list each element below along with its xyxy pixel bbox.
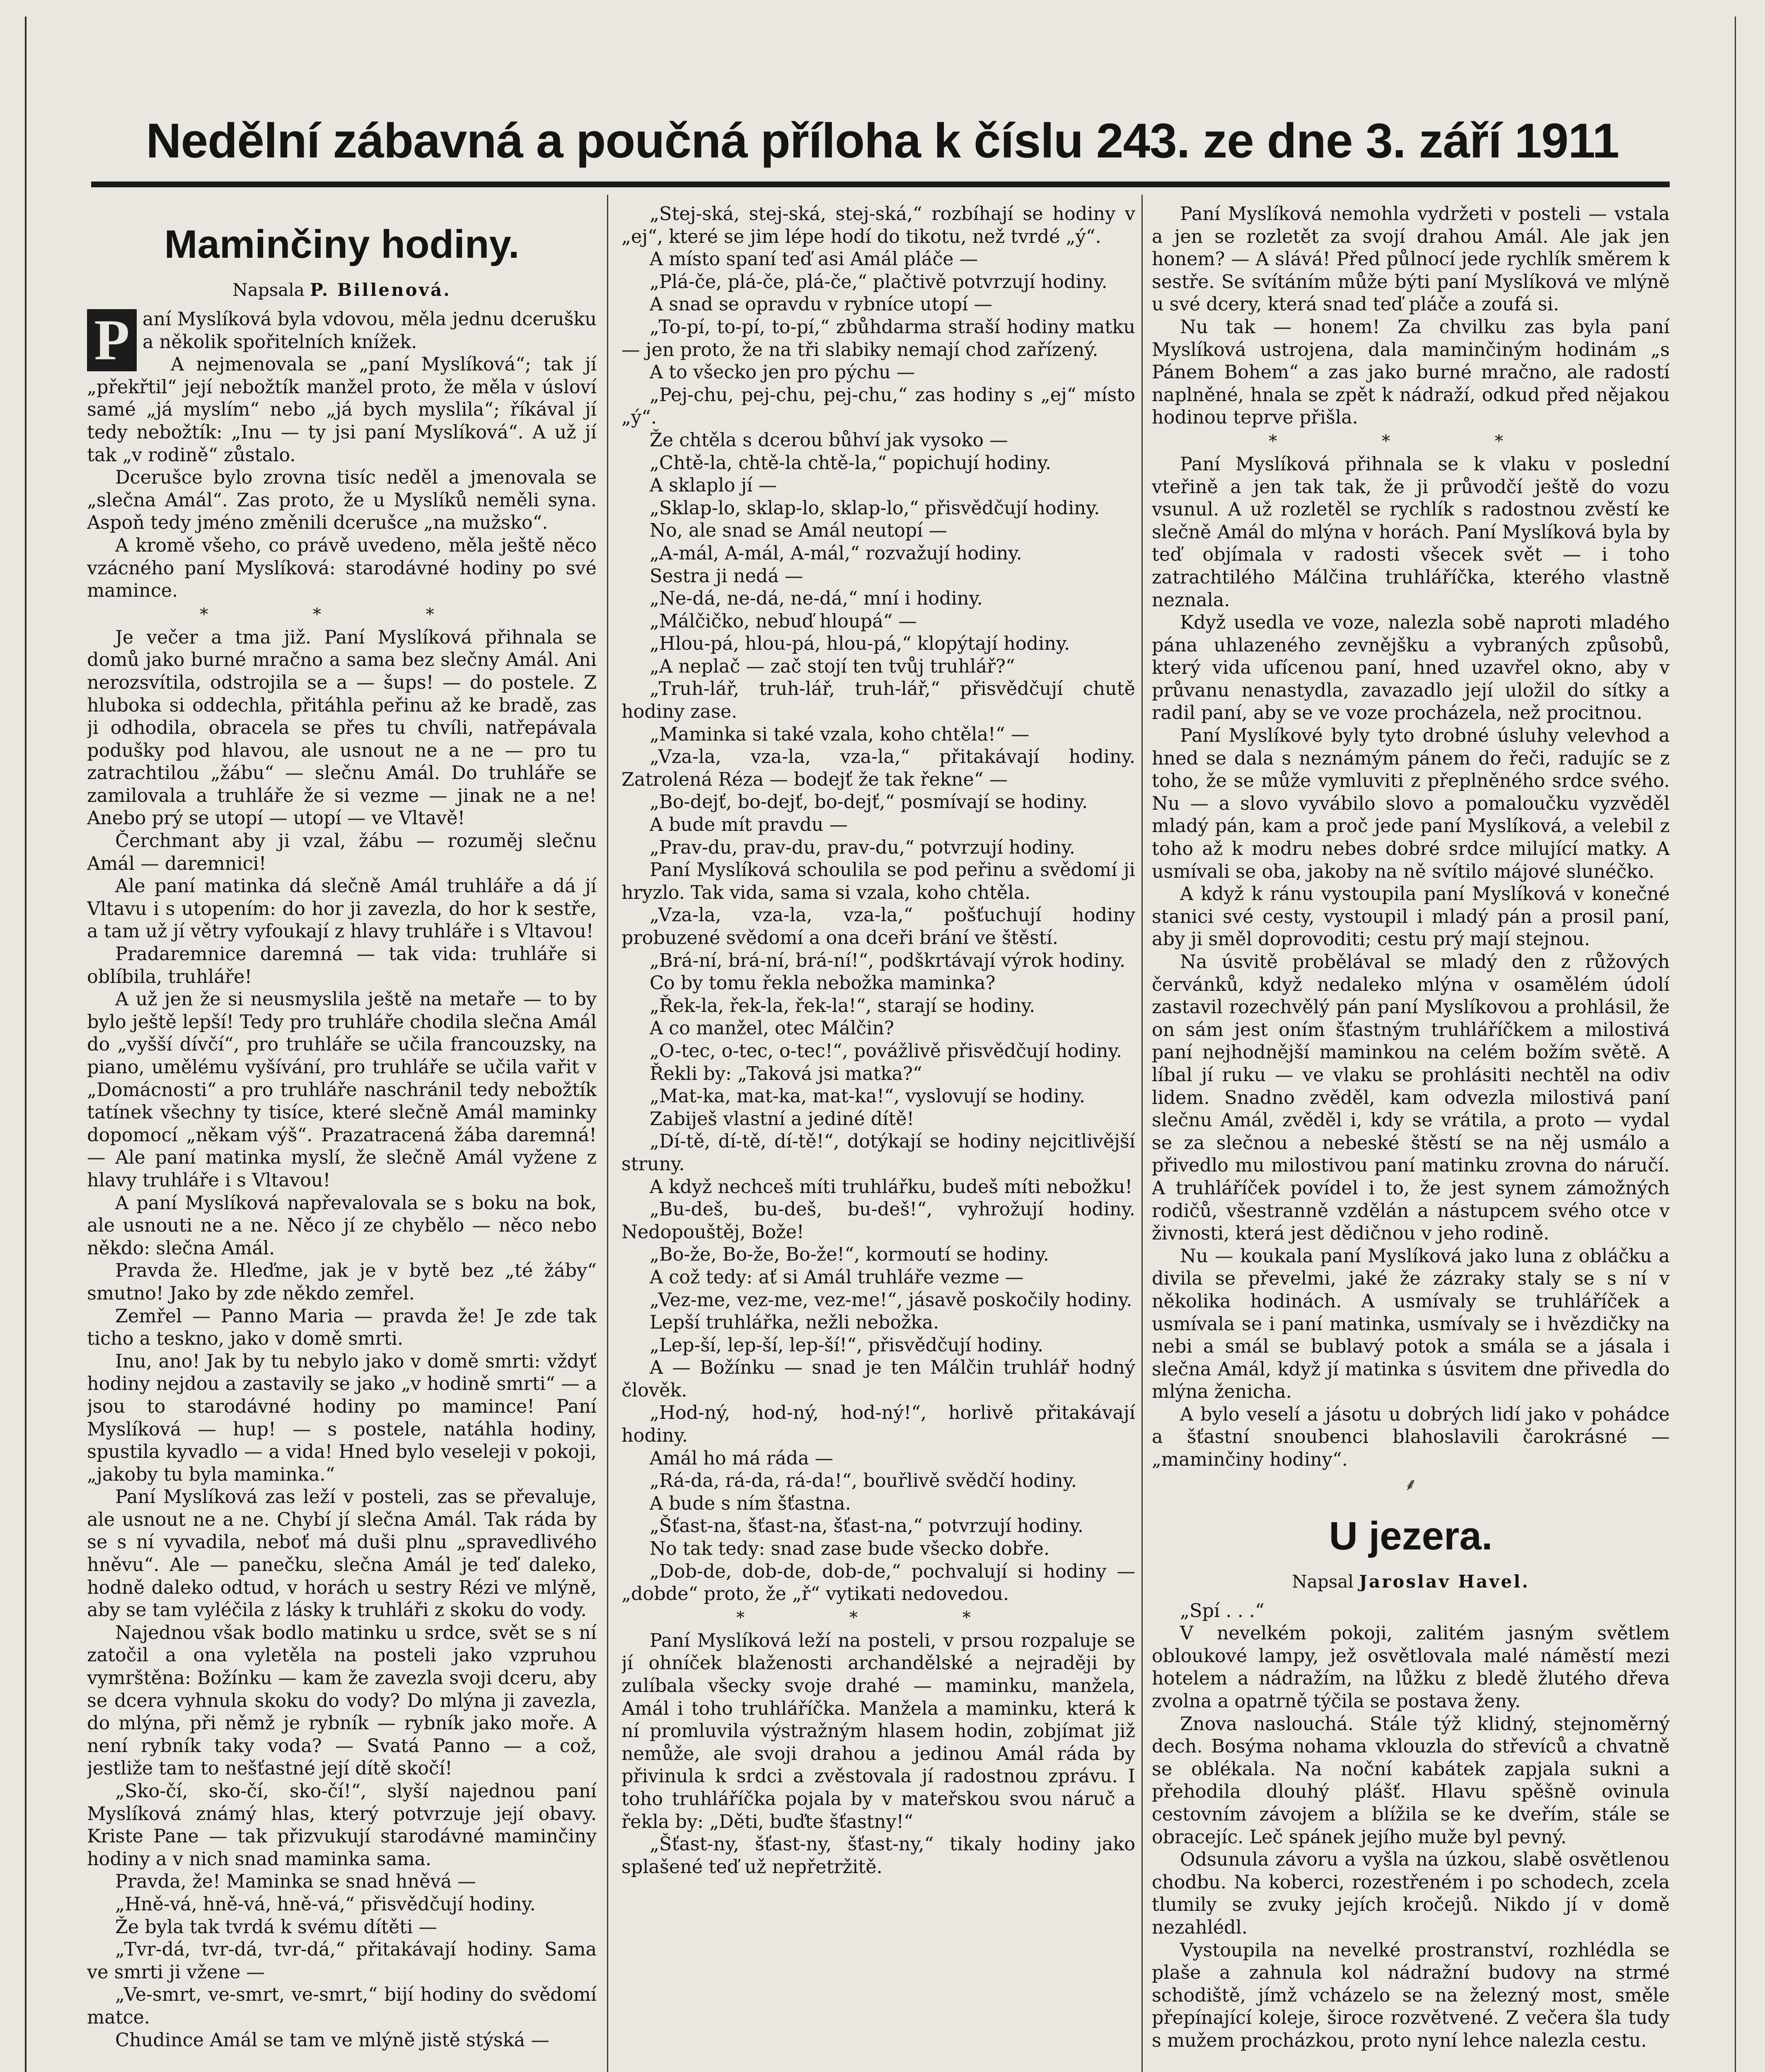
paragraph: „O-tec, o-tec, o-tec!“, povážlivě přisvědčují hodiny. <box>650 1040 1122 1062</box>
paragraph: Když usedla ve voze, nalezla sobě naproti mladého pána uhlazeného zevnějšku a vybraných způsobů, který vida ufícenou paní, hned uzavřel okno, aby v průvanu nenastydla, zavazadlo její uložil do sítky a radil paní, aby se ve voze procházela, než procitnou. <box>1152 612 1670 724</box>
paragraph: „Vza-la, vza-la, vza-la,“ přitakávají hodiny. Zatrolená Réza — bodejť že tak řekne“ — <box>621 746 1135 790</box>
paragraph: „Šťast-ny, šťast-ny, šťast-ny,“ tikaly hodiny jako splašené teď už nepřetržitě. <box>621 1834 1135 1878</box>
paragraph: Sestra ji nedá — <box>650 565 803 587</box>
article-body <box>1152 1600 1670 2053</box>
paragraph: „Plá-če, plá-če, plá-če,“ plačtivě potvrzují hodiny. <box>650 271 1107 293</box>
paragraph: „Hod-ný, hod-ný, hod-ný!“, horlivě přitakávají hodiny. <box>621 1402 1135 1447</box>
paragraph: „Bo-že, Bo-že, Bo-že!“, kormoutí se hodiny. <box>650 1244 1049 1266</box>
paragraph: Pradaremnice daremná — tak vida: truhláře si oblíbila, truhláře! <box>87 944 597 988</box>
paragraph: A sklaplo jí — <box>650 475 777 496</box>
paragraph: A když nechceš míti truhlářku, budeš míti nebožku! <box>650 1176 1133 1198</box>
paragraph: „Hně-vá, hně-vá, hně-vá,“ přisvědčují hodiny. <box>115 1893 536 1915</box>
paragraph: Amál ho má ráda — <box>650 1447 834 1469</box>
paragraph: Paní Myslíková leží na posteli, v prsou rozpaluje se jí ohníček blaženosti archandělské a nejraději by zulíbala všecky svoje drahé — maminku, manžela, Amál i toho truhláříčka. Manžela a maminku, která k ní promluvila výstražným hlasem hodin, zobjímat již nemůže, ale svoji drahou a jedinou Amál ráda by přivinula k srdci a zvěstovala jí radostnou zprávu. I toho truhláříčka pojala by v mateřskou svou náruč a řekla by: „Děti, buďte šťastny!“ <box>621 1630 1135 1832</box>
paragraph: Řekli by: „Taková jsi matka?“ <box>650 1063 922 1084</box>
article-byline <box>1152 1569 1670 1594</box>
paragraph: „Sko-čí, sko-čí, sko-čí!“, slyší najednou paní Myslíková známý hlas, který potvrzuje její obavy. Kriste Pane — tak přizvukují starodávné maminčiny hodiny a v nich snad maminka sama. <box>87 1781 597 1870</box>
paragraph: A což tedy: ať si Amál truhláře vezme — <box>650 1266 1024 1288</box>
paragraph: „Hlou-pá, hlou-pá, hlou-pá,“ klopýtají hodiny. <box>650 633 1070 655</box>
paragraph: A co manžel, otec Málčin? <box>650 1018 894 1039</box>
paragraph: „Rá-da, rá-da, rá-da!“, bouřlivě svědčí hodiny. <box>650 1470 1077 1492</box>
paragraph: „Pej-chu, pej-chu, pej-chu,“ zas hodiny s „ej“ místo „ý“. <box>621 384 1135 428</box>
paragraph: „A neplač — zač stojí ten tvůj truhlář?“ <box>650 656 1015 677</box>
byline-prefix: Napsal <box>1292 1571 1354 1592</box>
paragraph: „Mat-ka, mat-ka, mat-ka!“, vyslovují se hodiny. <box>650 1086 1085 1107</box>
paragraph: aní Myslíková byla vdovou, měla jednu dcerušku a několik spořitelních knížek. <box>143 309 597 353</box>
dropcap: P <box>87 309 137 371</box>
paragraph: Lepší truhlářka, nežli nebožka. <box>650 1312 939 1334</box>
article-byline <box>87 278 597 303</box>
paragraph: Vystoupila na nevelké prostranství, rozhlédla se plaše a zahnula kol nádražní budovy na strmé schodiště, jímž vcházelo se na železný most, směle přepínající koleje, široce rozvětvené. Z večera šla tudy s mužem procházkou, proto nyní lehce nalezla cestu. <box>1152 1939 1670 2051</box>
column-2 <box>621 203 1135 2072</box>
paragraph: A místo spaní teď asi Amál pláče — <box>650 249 978 270</box>
paragraph: Zabiješ vlastní a jediné dítě! <box>650 1108 914 1130</box>
paragraph: A kromě všeho, co právě uvedeno, měla ještě něco vzácného paní Myslíková: starodávné hodiny po své mamince. <box>87 535 597 602</box>
paragraph: „Maminka si také vzala, koho chtěla!“ — <box>650 724 1030 745</box>
paragraph: Ale paní matinka dá slečně Amál truhláře a dá jí Vltavu i s utopením: do hor ji zavezla, do hor k sestře, a tam už jí větry vyfoukají z hlavy truhláře i s Vltavou! <box>87 876 597 942</box>
paragraph: „Bo-dejť, bo-dejť, bo-dejť,“ posmívají se hodiny. <box>650 792 1088 813</box>
paragraph: A už jen že si neusmyslila ještě na metaře — to by bylo ještě lepší! Tedy pro truhláře chodila slečna Amál do „vyšší dívčí“, pro truhláře se učila francouzsky, na piano, umělému vyšívání, pro truhláře se učila vařit v „Domácnosti“ a pro truhláře naschránil tedy nebožtík tatínek všechny ty tisíce, které slečně Amál maminky dopomocí „někam výš“. Prazatracená žába daremná! — Ale paní matinka myslí, že slečně Amál vyžene z hlavy truhláře i s Vltavou! <box>87 989 597 1191</box>
paragraph: „Chtě-la, chtě-la chtě-la,“ popichují hodiny. <box>650 452 1052 474</box>
column-divider <box>1141 195 1143 2072</box>
paragraph: Dcerušce bylo zrovna tisíc neděl a jmenovala se „slečna Amál“. Zas proto, že u Myslíků neměli syna. Aspoň tedy jméno změnili dcerušce „na mužsko“. <box>87 467 597 534</box>
paragraph: „Dí-tě, dí-tě, dí-tě!“, dotýkají se hodiny nejcitlivější struny. <box>621 1131 1135 1175</box>
paragraph: Chudince Amál se tam ve mlýně jistě stýská — <box>115 2029 549 2051</box>
paragraph: Pravda, že! Maminka se snad hněvá — <box>115 1871 476 1893</box>
masthead-rule <box>91 182 1670 187</box>
paragraph: Čerchmant aby ji vzal, žábu — rozuměj slečnu Amál — daremnici! <box>87 830 597 874</box>
paragraph: No tak tedy: snad zase bude všecko dobře. <box>650 1538 1050 1560</box>
article-body <box>621 203 1135 1878</box>
column-3 <box>1152 203 1670 2072</box>
paragraph: Že chtěla s dcerou bůhví jak vysoko — <box>650 429 1008 451</box>
paragraph: „To-pí, to-pí, to-pí,“ zbůhdarma straší hodiny matku — jen proto, že na tři slabiky nemají chod zařízený. <box>621 316 1135 361</box>
paragraph: „Prav-du, prav-du, prav-du,“ potvrzují hodiny. <box>650 837 1076 858</box>
paragraph: „Málčičko, nebuď hloupá“ — <box>650 610 917 632</box>
byline-author: Jaroslav Havel. <box>1359 1571 1530 1592</box>
paragraph: „Vez-me, vez-me, vez-me!“, jásavě poskočily hodiny. <box>650 1289 1132 1311</box>
paragraph: „Brá-ní, brá-ní, brá-ní!“, podškrtávají výrok hodiny. <box>650 950 1126 971</box>
byline-author: P. Billenová. <box>310 280 451 300</box>
paragraph: A bude s ním šťastna. <box>650 1493 851 1514</box>
ornament: ⸙ <box>1404 1474 1417 1494</box>
byline-prefix: Napsala <box>232 280 305 300</box>
paragraph: Nu tak — honem! Za chvilku zas byla paní Myslíková ustrojena, dala maminčiným hodinám „s Pánem Bohem“ a zas jako burné mračno, ale radostí naplněné, hnala se zpět k nádraží, odkud před nějakou hodinou teprve přišla. <box>1152 316 1670 428</box>
paragraph: „Sklap-lo, sklap-lo, sklap-lo,“ přisvědčují hodiny. <box>650 497 1100 519</box>
paragraph: „Šťast-na, šťast-na, šťast-na,“ potvrzují hodiny. <box>650 1515 1083 1537</box>
paragraph: „Ve-smrt, ve-smrt, ve-smrt,“ bijí hodiny do svědomí matce. <box>87 1984 597 2028</box>
section-separator: * * * <box>1269 431 1553 451</box>
paragraph: „Truh-lář, truh-lář, truh-lář,“ přisvědčují chutě hodiny zase. <box>621 678 1135 723</box>
section-separator: * * * <box>736 1608 1020 1627</box>
paragraph: No, ale snad se Amál neutopí — <box>650 520 948 542</box>
paragraph: „Bu-deš, bu-deš, bu-deš!“, vyhrožují hodiny. Nedopouštěj, Bože! <box>621 1199 1135 1243</box>
paragraph: Paní Myslíková přihnala se k vlaku v poslední vteřině a jen tak tak, že ji průvodčí ještě do vozu vsunul. A už rozletěl se rychlík s radostnou zvěstí ke slečně Amál do mlýna v horách. Paní Myslíková byla by teď objímala v radosti všecek svět — i toho zatrachtilého Málčina truhláříčka, kterého vlastně neznala. <box>1152 453 1670 611</box>
masthead: Nedělní zábavná a poučná příloha k číslu 243. ze dne 3. září 1911 <box>146 114 1619 168</box>
column-divider <box>607 195 608 2072</box>
paragraph: „Řek-la, řek-la, řek-la!“, starají se hodiny. <box>650 995 1035 1017</box>
paragraph: Paní Myslíková zas leží v posteli, zas se převaluje, ale usnout ne a ne. Chybí jí slečna Amál. Tak ráda by se s ní vyvadila, neboť má duši plnu „spravedlivého hněvu“. Ale — panečku, slečna Amál je teď daleko, hodně daleko odtud, v horách u sestry Rézi ve mlýně, aby se tam vyléčila z lásky k truhláři z skoku do vody. <box>87 1486 597 1621</box>
paragraph: A paní Myslíková napřevalovala se s boku na bok, ale usnouti ne a ne. Něco jí ze chybělo — něco nebo někdo: slečna Amál. <box>87 1192 597 1259</box>
paragraph: „Stej-ská, stej-ská, stej-ská,“ rozbíhají se hodiny v „ej“, které se jim lépe hodí do tikotu, než tvrdé „ý“. <box>621 203 1135 247</box>
paragraph: „Dob-de, dob-de, dob-de,“ pochvalují si hodiny — „dobde“ proto, že „ř“ vytikati nedovedou. <box>621 1561 1135 1605</box>
paragraph: A — Božínku — snad je ten Málčin truhlář hodný člověk. <box>621 1357 1135 1401</box>
paragraph: „Ne-dá, ne-dá, ne-dá,“ mní i hodiny. <box>650 588 983 610</box>
paragraph: A bude mít pravdu — <box>650 814 848 836</box>
article-title: U jezera. <box>1329 1513 1493 1558</box>
paragraph: Že byla tak tvrdá k svému dítěti — <box>115 1916 438 1938</box>
paragraph: „A-mál, A-mál, A-mál,“ rozvažují hodiny. <box>650 542 1022 564</box>
column-1 <box>87 203 597 2072</box>
paragraph: Je večer a tma již. Paní Myslíková přihnala se domů jako burné mračno a sama bez slečny Amál. Ani nerozsvítila, odstrojila se a — šups! — do postele. Z hluboka si oddechla, přitáhla peřinu až ke bradě, zas ji odhodila, obracela se přes tu chvíli, natřepávala podušky pod hlavou, ale usnout ne a ne — pro tu zatrachtilou „žábu“ — slečnu Amál. Do truhláře se zamilovala a truhláře že si vezme — jinak ne a ne! Anebo prý se utopí — utopí — ve Vltavě! <box>87 627 597 829</box>
paragraph: A bylo veselí a jásotu u dobrých lidí jako v pohádce a šťastní snoubenci blahoslavili čarokrásné — „maminčiny hodiny“. <box>1152 1404 1670 1471</box>
paragraph: Najednou však bodlo matinku u srdce, svět se s ní zatočil a ona vyletěla na posteli jako vzpruhou vymrštěna: Božínku — kam že zavezla svoji dceru, aby se dcera vyhnula skoku do vody? Do mlýna ji zavezla, do mlýna, při němž je rybník — rybník jako moře. A není rybník taky voda? — Svatá Panno — a což, jestliže tam to nešťastné její dítě skočí! <box>87 1622 597 1779</box>
paragraph: A když k ránu vystoupila paní Myslíková v konečné stanici své cesty, vystoupil i mladý pán a prosil paní, aby ji směl doprovoditi; cestu prý mají stejnou. <box>1152 884 1670 950</box>
paragraph: Na úsvitě probělával se mladý den z růžových červánků, když nedaleko mlýna v osamělém údolí zastavil rozechvělý pán paní Myslíkovou a prohlásil, že on sám jest oním šťastným truhláříčkem a milostivá paní nejhodnější maminkou na celém božím světě. A líbal jí ruku — ve vlaku se prohlásiti nechtěl na odiv lidem. Snadno zvěděl, kam odvezla milostivá paní slečnu Amál, zvěděl i, kdy se vrátila, a proto — vydal se za slečnou a nebeské štěstí se na něj usmálo a přivedlo mu milostivou paní matinku zrovna do náručí. A truhláříček povídel i to, že jest synem zámožných rodičů, všestranně vzdělán a nástupcem svého otce v živnosti, která jest dědičnou v jeho rodině. <box>1152 951 1670 1244</box>
paragraph: Paní Myslíková nemohla vydržeti v posteli — vstala a jen se rozletět za svojí drahou Amál. Ale jak jen honem? — A slává! Před půlnocí jede rychlík směrem k sestře. Se svítáním může býti paní Myslíková ve mlýně u své dcery, která snad teď pláče a zoufá si. <box>1152 203 1670 315</box>
section-separator: * * * <box>200 605 484 624</box>
paragraph: „Tvr-dá, tvr-dá, tvr-dá,“ přitakávají hodiny. Sama ve smrti ji vžene — <box>87 1939 597 1983</box>
paragraph: Paní Myslíkové byly tyto drobné úsluhy velevhod a hned se dala s neznámým pánem do řeči, radujíc se z toho, že se může vymluviti z přeplněného srdce svého. Nu — a slovo vyvábilo slovo a pomaloučku vyzvěděl mladý pán, kam a proč jede paní Myslíková, a velebil z toho až k modru nebes dobré srdce milující matky. A usmívali se oba, jakoby na ně svítilo májové slunéčko. <box>1152 725 1670 882</box>
paragraph: V nevelkém pokoji, zalitém jasným světlem obloukové lampy, jež osvětlovala malé náměstí mezi hotelem a nádražím, na lůžku z bledě žlutého dřeva zvolna a opatrně týčila se postava ženy. <box>1152 1623 1670 1712</box>
article-body <box>1152 203 1670 1472</box>
paragraph: „Lep-ší, lep-ší, lep-ší!“, přisvědčují hodiny. <box>650 1334 1044 1356</box>
paragraph: A snad se opravdu v rybníce utopí — <box>650 294 992 315</box>
paragraph: Inu, ano! Jak by tu nebylo jako v domě smrti: vždyť hodiny nejdou a zastavily se jako „v hodině smrti“ — a jsou to starodávné hodiny po mamince! Paní Myslíková — hup! — s postele, natáhla hodiny, spustila kyvadlo — a vida! Hned bylo veseleji v pokoji, „jakoby tu byla maminka.“ <box>87 1351 597 1485</box>
paragraph: „Spí . . .“ <box>1180 1600 1265 1622</box>
paragraph: Odsunula závoru a vyšla na úzkou, slabě osvětlenou chodbu. Na koberci, rozestřeném i po schodech, zcela tlumily se zvuky jejích kročejů. Nikdo jí v domě nezahlédl. <box>1152 1849 1670 1938</box>
paragraph: Zemřel — Panno Maria — pravda že! Je zde tak ticho a teskno, jako v domě smrti. <box>87 1305 597 1350</box>
paragraph: Znova naslouchá. Stále týž klidný, stejnoměrný dech. Bosýma nohama vklouzla do střevíců a chvatně se oblékala. Na noční kabátek zapjala sukni a přehodila dlouhý plášť. Hlavu spěšně ovinula cestovním závojem a blížila se ke dveřím, stále se obracejíc. Leč spánek jejího muže byl pevný. <box>1152 1713 1670 1848</box>
paragraph: „Vza-la, vza-la, vza-la,“ pošťuchují hodiny probuzené svědomí a ona dceři brání ve štěstí. <box>621 905 1135 949</box>
article-body <box>87 308 597 2052</box>
paragraph: A nejmenovala se „paní Myslíková“; tak jí „překřtil“ její nebožtík manžel proto, že měla v úsloví samé „já myslím“ nebo „já bych myslila“; říkával jí tedy nebožtík: „Inu — ty jsi paní Myslíková“. A už jí tak „v rodině“ zůstalo. <box>87 354 597 466</box>
paragraph: Co by tomu řekla nebožka maminka? <box>650 973 996 994</box>
paragraph: Paní Myslíková schoulila se pod peřinu a svědomí ji hryzlo. Tak vida, sama si vzala, koho chtěla. <box>621 859 1135 903</box>
paragraph: A to všecko jen pro pýchu — <box>650 362 915 383</box>
article-title: Maminčiny hodiny. <box>164 222 520 266</box>
paragraph: Pravda že. Hleďme, jak je v bytě bez „té žáby“ smutno! Jako by zde někdo zemřel. <box>87 1260 597 1304</box>
paragraph: Nu — koukala paní Myslíková jako luna z obláčku a divila se převelmi, jaké že zázraky staly se s ní v několika hodinách. A usmívaly se truhláříček a usmívala se i paní matinka, usmívaly se i hvězdičky na nebi a smál se bublavý potok a smála se a jásala i slečna Amál, když jí matinka s úsvitem dne přivedla do mlýna ženicha. <box>1152 1245 1670 1403</box>
